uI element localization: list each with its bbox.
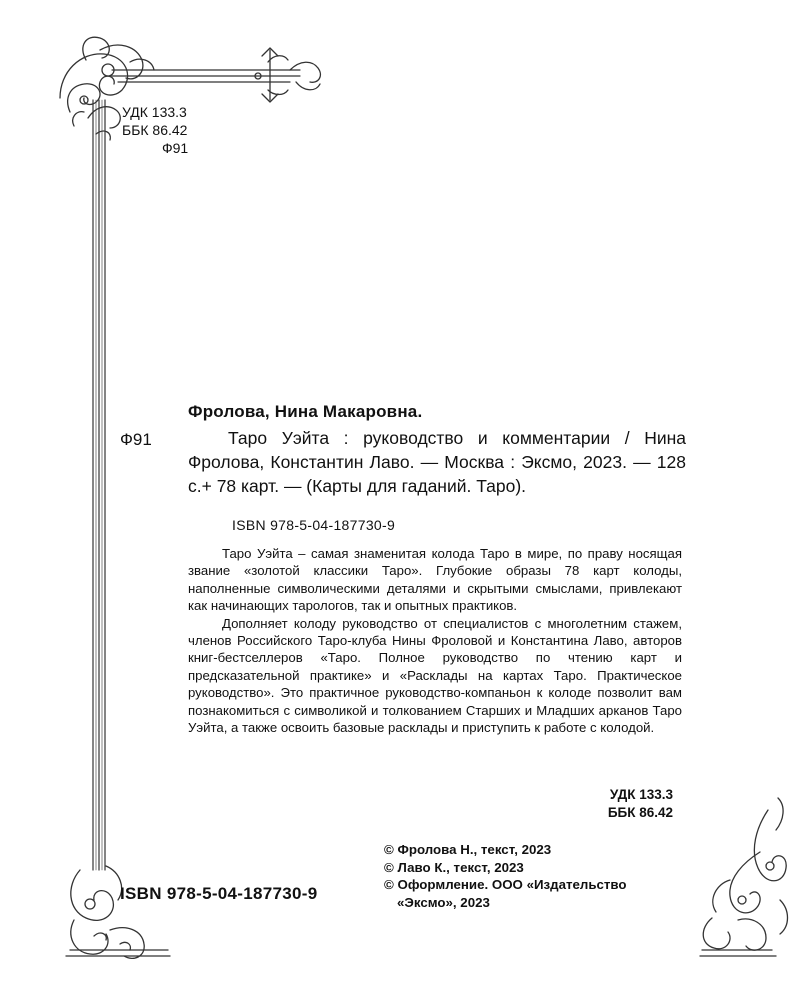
- copyright-line: «Эксмо», 2023: [397, 894, 490, 910]
- isbn-line: ISBN 978-5-04-187730-9: [232, 517, 396, 533]
- bottom-classification: [608, 786, 673, 822]
- author-heading: Фролова, Нина Макаровна.: [188, 402, 423, 421]
- isbn-bold: ISBN 978-5-04-187730-9: [120, 884, 318, 903]
- author-sign: Ф91: [162, 140, 189, 156]
- copyright-line: © Лаво К., текст, 2023: [384, 859, 524, 875]
- frame-bottom-left-ornament: [66, 866, 170, 958]
- annotation: [188, 545, 682, 736]
- frame-bottom-right-ornament: [700, 798, 788, 956]
- copyright-line: © Фролова Н., текст, 2023: [384, 842, 552, 857]
- bottom-udk-code: УДК 133.3: [609, 787, 673, 802]
- udk-code: УДК 133.3: [122, 104, 187, 120]
- copyright-line: © Оформление. ООО «Издательство: [384, 877, 627, 892]
- bottom-bbk-code: ББК 86.42: [607, 805, 673, 820]
- copyright-block: [384, 841, 627, 911]
- frame-top-border: [112, 70, 300, 82]
- frame-left-border: [93, 100, 105, 870]
- author-sign-left: Ф91: [120, 430, 152, 449]
- bbk-code: ББК 86.42: [122, 122, 188, 138]
- frame-top-right-ornament: [255, 48, 320, 102]
- bibliographic-description: Таро Уэйта : руководство и комментарии / Нина Фролова, Константин Лаво. — Москва : Эксмо, 2023. — 128 с.+ 78 карт. — (Карты для гаданий. Таро).: [188, 428, 686, 496]
- annotation-paragraph-2: Дополняет колоду руководство от специалистов с многолетним стажем, членов Российского Таро-клуба Нины Фроловой и Константина Лаво, авторов книг-бестселлеров «Таро. Полное руководство по чтению карт и предсказательной практике» и «Расклады на картах Таро. Практическое руководство». Это практичное руководство-компаньон к колоде позволит вам познакомиться с символикой и толкованием Старших и Младших арканов Таро Уэйта, а также освоить базовые расклады и приступить к работе с колодой.: [188, 615, 682, 736]
- annotation-paragraph-1: Таро Уэйта – самая знаменитая колода Таро в мире, по праву носящая звание «золотой классики Таро». Глубокие образы 78 карт колоды, наполненные символическими деталями и скрытыми смыслами, привлекают как начинающих тарологов, так и опытных практиков.: [188, 546, 682, 614]
